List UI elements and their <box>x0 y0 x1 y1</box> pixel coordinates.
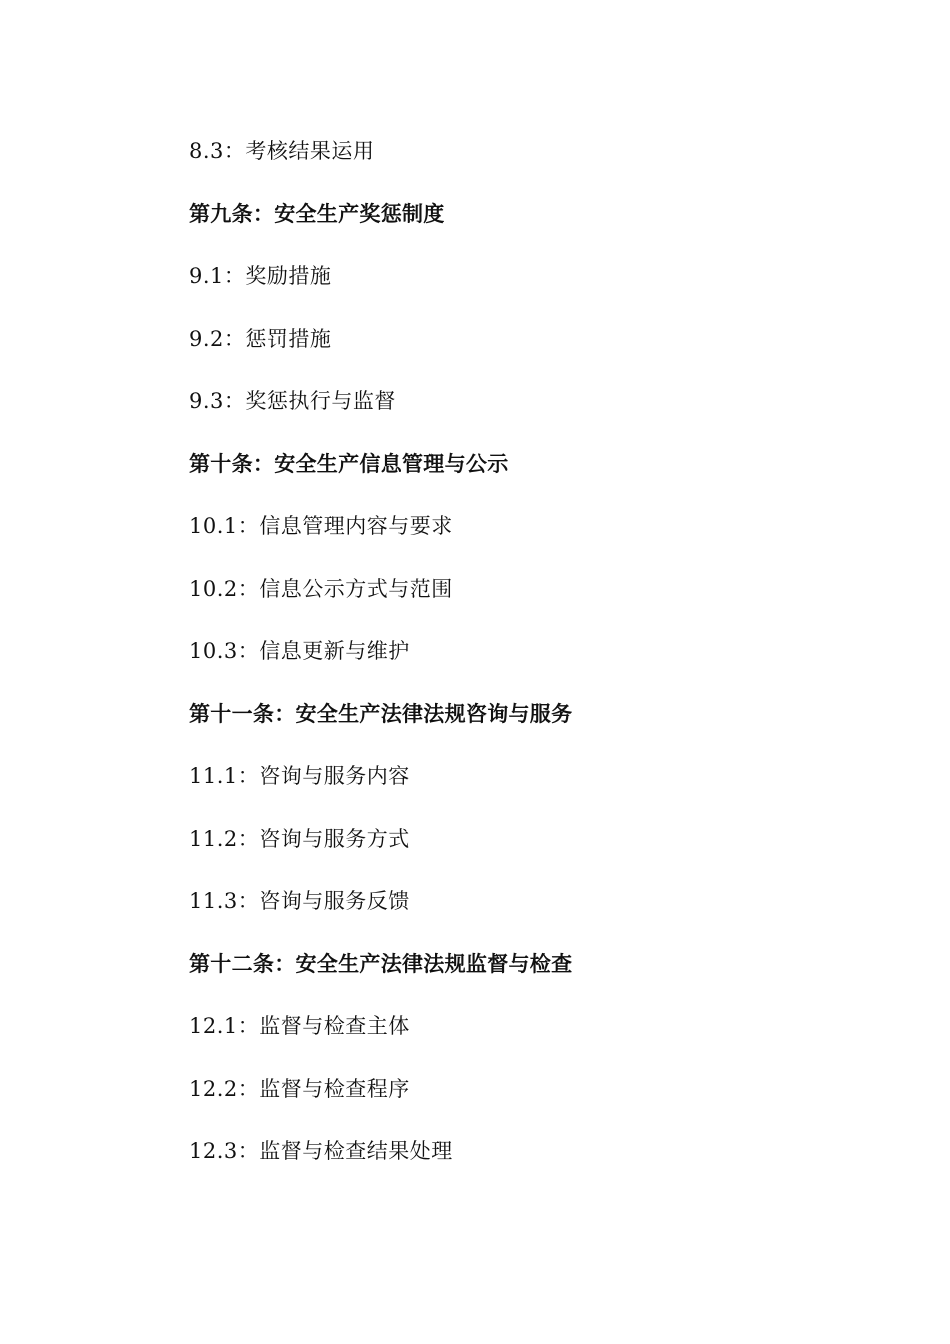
clause-item-12-3: 12.3：监督与检查结果处理 <box>189 1139 453 1163</box>
clause-item-10-2: 10.2：信息公示方式与范围 <box>189 576 453 601</box>
clause-item-10-3: 10.3：信息更新与维护 <box>189 639 410 663</box>
clause-item-11-1: 11.1：咨询与服务内容 <box>189 764 410 788</box>
article-10-heading: 第十条：安全生产信息管理与公示 <box>189 451 509 476</box>
article-12-heading: 第十二条：安全生产法律法规监督与检查 <box>189 951 573 976</box>
clause-item-8-3: 8.3：考核结果运用 <box>189 139 375 163</box>
clause-item-12-1: 12.1：监督与检查主体 <box>189 1014 410 1038</box>
clause-item-9-3: 9.3：奖惩执行与监督 <box>189 389 396 413</box>
clause-item-11-2: 11.2：咨询与服务方式 <box>189 826 410 851</box>
article-9-heading: 第九条：安全生产奖惩制度 <box>189 201 445 226</box>
document-body <box>189 132 849 1195</box>
clause-item-9-2: 9.2：惩罚措施 <box>189 326 332 351</box>
clause-item-10-1: 10.1：信息管理内容与要求 <box>189 514 453 538</box>
clause-item-12-2: 12.2：监督与检查程序 <box>189 1076 410 1101</box>
clause-item-9-1: 9.1：奖励措施 <box>189 264 332 288</box>
clause-item-11-3: 11.3：咨询与服务反馈 <box>189 889 410 913</box>
article-11-heading: 第十一条：安全生产法律法规咨询与服务 <box>189 701 573 726</box>
